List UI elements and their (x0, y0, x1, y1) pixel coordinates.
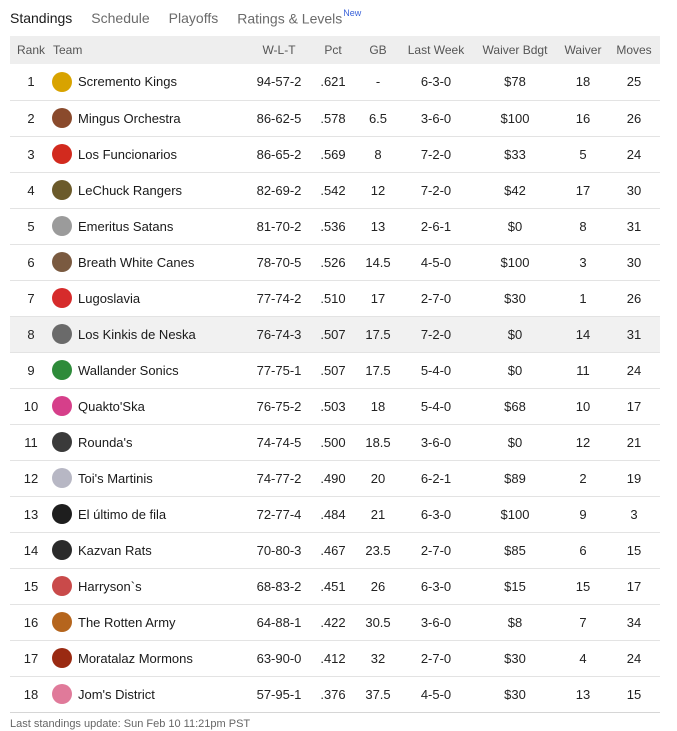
gb-cell: 18.5 (365, 434, 391, 450)
team-name-link[interactable]: Harryson`s (78, 578, 142, 594)
team-name-link[interactable]: Emeritus Satans (78, 218, 174, 234)
last-week-cell: 2-7-0 (420, 650, 452, 666)
team-cell (52, 352, 248, 388)
team-logo-icon (52, 72, 72, 92)
team-name-link[interactable]: Jom's District (78, 686, 155, 702)
table-row[interactable] (10, 352, 660, 388)
waiver-budget-cell: $0 (507, 362, 523, 378)
team-cell (52, 244, 248, 280)
waiver-cell: 7 (579, 614, 587, 630)
team-name-link[interactable]: LeChuck Rangers (78, 182, 183, 198)
table-row[interactable] (10, 568, 660, 604)
standings-body (10, 64, 660, 712)
team-logo-icon (52, 396, 72, 416)
waiver-budget-cell: $30 (504, 650, 526, 666)
waiver-cell: 13 (575, 686, 591, 702)
wlt-cell: 68-83-2 (256, 578, 302, 594)
wlt-cell: 86-62-5 (256, 110, 302, 126)
team-name-link[interactable]: El último de fila (78, 506, 167, 522)
team-cell (52, 136, 248, 172)
waiver-budget-cell: $30 (504, 686, 526, 702)
gb-cell: 30.5 (365, 614, 391, 630)
wlt-cell: 77-74-2 (256, 290, 302, 306)
last-week-cell: 2-7-0 (420, 290, 452, 306)
team-logo-icon (52, 144, 72, 164)
team-cell (52, 208, 248, 244)
header-pct[interactable]: Pct (324, 43, 342, 57)
moves-cell: 15 (626, 686, 642, 702)
team-cell (52, 604, 248, 640)
pct-cell: .412 (320, 650, 346, 666)
waiver-cell: 4 (579, 650, 587, 666)
moves-cell: 3 (630, 506, 638, 522)
waiver-budget-cell: $0 (507, 218, 523, 234)
tab-ratings-levels-label: Ratings & Levels (237, 10, 343, 27)
team-name-link[interactable]: Kazvan Rats (78, 542, 152, 558)
waiver-cell: 6 (579, 542, 587, 558)
team-logo-icon (52, 612, 72, 632)
team-name-link[interactable]: Moratalaz Mormons (78, 650, 193, 666)
team-cell (52, 568, 248, 604)
team-cell (52, 496, 248, 532)
pct-cell: .507 (320, 362, 346, 378)
table-row[interactable] (10, 100, 660, 136)
pct-cell: .569 (320, 146, 346, 162)
team-cell (52, 280, 248, 316)
table-header-row (10, 36, 660, 64)
wlt-cell: 64-88-1 (256, 614, 302, 630)
rank-cell: 16 (23, 614, 39, 630)
pct-cell: .376 (320, 686, 346, 702)
rank-cell: 2 (27, 110, 35, 126)
team-cell (52, 676, 248, 712)
waiver-cell: 12 (575, 434, 591, 450)
waiver-cell: 14 (575, 326, 591, 342)
waiver-cell: 5 (579, 146, 587, 162)
header-moves[interactable]: Moves (616, 43, 652, 57)
gb-cell: 23.5 (365, 542, 391, 558)
team-logo-icon (52, 108, 72, 128)
team-name-link[interactable]: Mingus Orchestra (78, 110, 181, 126)
last-week-cell: 5-4-0 (420, 398, 452, 414)
table-row[interactable] (10, 496, 660, 532)
pct-cell: .467 (320, 542, 346, 558)
wlt-cell: 63-90-0 (256, 650, 302, 666)
team-logo-icon (52, 648, 72, 668)
team-name-link[interactable]: Wallander Sonics (78, 362, 179, 378)
last-week-cell: 3-6-0 (420, 614, 452, 630)
moves-cell: 24 (626, 362, 642, 378)
team-cell (52, 316, 248, 352)
last-week-cell: 5-4-0 (420, 362, 452, 378)
moves-cell: 31 (626, 326, 642, 342)
wlt-cell: 74-77-2 (256, 470, 302, 486)
table-row[interactable] (10, 64, 660, 100)
new-badge: New (343, 7, 362, 18)
rank-cell: 10 (23, 398, 39, 414)
team-cell (52, 172, 248, 208)
rank-cell: 18 (23, 686, 39, 702)
waiver-cell: 11 (576, 362, 590, 378)
rank-cell: 17 (23, 650, 39, 666)
header-team[interactable]: Team (53, 43, 83, 57)
waiver-budget-cell: $42 (504, 182, 526, 198)
gb-cell: 20 (370, 470, 386, 486)
moves-cell: 24 (626, 650, 642, 666)
table-row[interactable] (10, 676, 660, 712)
rank-cell: 3 (27, 146, 35, 162)
wlt-cell: 78-70-5 (256, 254, 302, 270)
table-row[interactable] (10, 172, 660, 208)
wlt-cell: 94-57-2 (256, 74, 302, 90)
team-name-link[interactable]: Scremento Kings (78, 74, 177, 90)
header-last-week[interactable]: Last Week (407, 43, 465, 57)
tab-schedule[interactable]: Schedule (91, 10, 150, 26)
team-name-link[interactable]: The Rotten Army (78, 614, 176, 630)
gb-cell: 26 (370, 578, 386, 594)
waiver-cell: 16 (575, 110, 591, 126)
waiver-budget-cell: $100 (500, 506, 530, 522)
team-logo-icon (52, 504, 72, 524)
header-waiver-budget[interactable]: Waiver Bdgt (482, 43, 548, 57)
team-cell (52, 64, 248, 100)
wlt-cell: 77-75-1 (256, 362, 302, 378)
waiver-budget-cell: $68 (504, 398, 526, 414)
last-week-cell: 6-3-0 (420, 578, 452, 594)
table-row[interactable] (10, 136, 660, 172)
rank-cell: 14 (23, 542, 39, 558)
team-logo-icon (52, 288, 72, 308)
rank-cell: 9 (27, 362, 35, 378)
moves-cell: 21 (626, 434, 642, 450)
last-week-cell: 7-2-0 (420, 146, 452, 162)
gb-cell: 14.5 (365, 254, 391, 270)
gb-cell: 18 (370, 398, 386, 414)
last-week-cell: 2-6-1 (420, 218, 452, 234)
gb-cell: - (375, 74, 381, 90)
last-update-note: Last standings update: Sun Feb 10 11:21pm PST (10, 718, 251, 730)
moves-cell: 17 (626, 578, 642, 594)
tab-playoffs[interactable]: Playoffs (168, 10, 219, 26)
waiver-cell: 10 (575, 398, 591, 414)
header-gb[interactable]: GB (369, 43, 387, 57)
wlt-cell: 82-69-2 (256, 182, 302, 198)
table-row[interactable] (10, 208, 660, 244)
header-rank[interactable]: Rank (16, 43, 45, 57)
team-logo-icon (52, 540, 72, 560)
team-name-link[interactable]: Los Funcionarios (78, 146, 177, 162)
standings-tabs (10, 0, 380, 36)
gb-cell: 37.5 (365, 686, 391, 702)
moves-cell: 30 (626, 254, 642, 270)
rank-cell: 8 (27, 326, 35, 342)
rank-cell: 15 (23, 578, 39, 594)
last-week-cell: 4-5-0 (420, 254, 452, 270)
wlt-cell: 81-70-2 (256, 218, 302, 234)
last-week-cell: 3-6-0 (420, 110, 452, 126)
team-logo-icon (52, 360, 72, 380)
last-week-cell: 4-5-0 (420, 686, 452, 702)
team-cell (52, 640, 248, 676)
waiver-budget-cell: $78 (504, 74, 526, 90)
rank-cell: 4 (27, 182, 35, 198)
rank-cell: 11 (24, 434, 38, 450)
last-week-cell: 6-3-0 (420, 506, 452, 522)
gb-cell: 6.5 (368, 110, 388, 126)
team-cell (52, 100, 248, 136)
waiver-budget-cell: $100 (500, 254, 530, 270)
waiver-budget-cell: $8 (507, 614, 523, 630)
header-wlt[interactable]: W-L-T (262, 43, 296, 57)
team-logo-icon (52, 576, 72, 596)
team-logo-icon (52, 684, 72, 704)
waiver-cell: 17 (575, 182, 591, 198)
waiver-cell: 3 (579, 254, 587, 270)
gb-cell: 21 (370, 506, 386, 522)
pct-cell: .422 (320, 614, 346, 630)
wlt-cell: 70-80-3 (256, 542, 302, 558)
last-week-cell: 6-3-0 (420, 74, 452, 90)
team-cell (52, 424, 248, 460)
wlt-cell: 76-74-3 (256, 326, 302, 342)
moves-cell: 34 (626, 614, 642, 630)
wlt-cell: 86-65-2 (256, 146, 302, 162)
waiver-budget-cell: $100 (500, 110, 530, 126)
last-week-cell: 7-2-0 (420, 326, 452, 342)
last-week-cell: 6-2-1 (420, 470, 452, 486)
waiver-budget-cell: $85 (504, 542, 526, 558)
team-logo-icon (52, 216, 72, 236)
table-row[interactable] (10, 604, 660, 640)
waiver-budget-cell: $33 (504, 146, 526, 162)
table-row[interactable] (10, 640, 660, 676)
rank-cell: 1 (27, 74, 35, 90)
pct-cell: .510 (320, 290, 346, 306)
waiver-budget-cell: $15 (504, 578, 526, 594)
moves-cell: 31 (626, 218, 642, 234)
last-week-cell: 7-2-0 (420, 182, 452, 198)
wlt-cell: 76-75-2 (256, 398, 302, 414)
team-name-link[interactable]: Rounda's (78, 434, 133, 450)
gb-cell: 32 (370, 650, 386, 666)
header-waiver[interactable]: Waiver (564, 43, 602, 57)
table-row[interactable] (10, 424, 660, 460)
moves-cell: 26 (626, 110, 642, 126)
table-row[interactable] (10, 532, 660, 568)
gb-cell: 8 (374, 146, 382, 162)
moves-cell: 24 (626, 146, 642, 162)
tab-standings[interactable]: Standings (10, 10, 73, 26)
team-logo-icon (52, 432, 72, 452)
wlt-cell: 74-74-5 (256, 434, 302, 450)
last-week-cell: 3-6-0 (420, 434, 452, 450)
team-name-link[interactable]: Quakto'Ska (78, 398, 145, 414)
team-name-link[interactable]: Toi's Martinis (78, 470, 153, 486)
moves-cell: 26 (626, 290, 642, 306)
waiver-cell: 15 (575, 578, 591, 594)
waiver-budget-cell: $0 (507, 326, 523, 342)
team-name-link[interactable]: Breath White Canes (78, 254, 195, 270)
pct-cell: .503 (320, 398, 346, 414)
team-logo-icon (52, 468, 72, 488)
wlt-cell: 72-77-4 (256, 506, 302, 522)
moves-cell: 25 (626, 74, 642, 90)
pct-cell: .542 (320, 182, 346, 198)
table-row[interactable] (10, 280, 660, 316)
pct-cell: .536 (320, 218, 346, 234)
last-week-cell: 2-7-0 (420, 542, 452, 558)
gb-cell: 17.5 (365, 326, 391, 342)
pct-cell: .484 (320, 506, 346, 522)
table-row[interactable] (10, 316, 660, 352)
waiver-cell: 18 (575, 74, 591, 90)
moves-cell: 17 (626, 398, 642, 414)
team-logo-icon (52, 180, 72, 200)
waiver-budget-cell: $89 (504, 470, 526, 486)
gb-cell: 13 (370, 218, 386, 234)
table-row[interactable] (10, 460, 660, 496)
table-row[interactable] (10, 244, 660, 280)
pct-cell: .500 (320, 434, 346, 450)
team-name-link[interactable]: Lugoslavia (78, 290, 141, 306)
waiver-budget-cell: $0 (507, 434, 523, 450)
pct-cell: .507 (320, 326, 346, 342)
rank-cell: 12 (23, 470, 39, 486)
team-logo-icon (52, 324, 72, 344)
team-name-link[interactable]: Los Kinkis de Neska (78, 326, 196, 342)
pct-cell: .526 (320, 254, 346, 270)
pct-cell: .490 (320, 470, 346, 486)
wlt-cell: 57-95-1 (256, 686, 302, 702)
pct-cell: .621 (320, 74, 346, 90)
team-logo-icon (52, 252, 72, 272)
waiver-budget-cell: $30 (504, 290, 526, 306)
tab-ratings-levels[interactable] (237, 7, 362, 27)
team-cell (52, 460, 248, 496)
pct-cell: .451 (320, 578, 346, 594)
team-cell (52, 388, 248, 424)
waiver-cell: 2 (579, 470, 587, 486)
rank-cell: 13 (23, 506, 39, 522)
rank-cell: 6 (27, 254, 35, 270)
rank-cell: 5 (27, 218, 35, 234)
pct-cell: .578 (320, 110, 346, 126)
waiver-cell: 9 (579, 506, 587, 522)
team-cell (52, 532, 248, 568)
gb-cell: 12 (370, 182, 386, 198)
moves-cell: 19 (626, 470, 642, 486)
gb-cell: 17.5 (365, 362, 391, 378)
gb-cell: 17 (370, 290, 386, 306)
table-row[interactable] (10, 388, 660, 424)
standings-table (10, 36, 660, 713)
moves-cell: 30 (626, 182, 642, 198)
moves-cell: 15 (626, 542, 642, 558)
rank-cell: 7 (27, 290, 35, 306)
waiver-cell: 8 (579, 218, 587, 234)
waiver-cell: 1 (579, 290, 587, 306)
